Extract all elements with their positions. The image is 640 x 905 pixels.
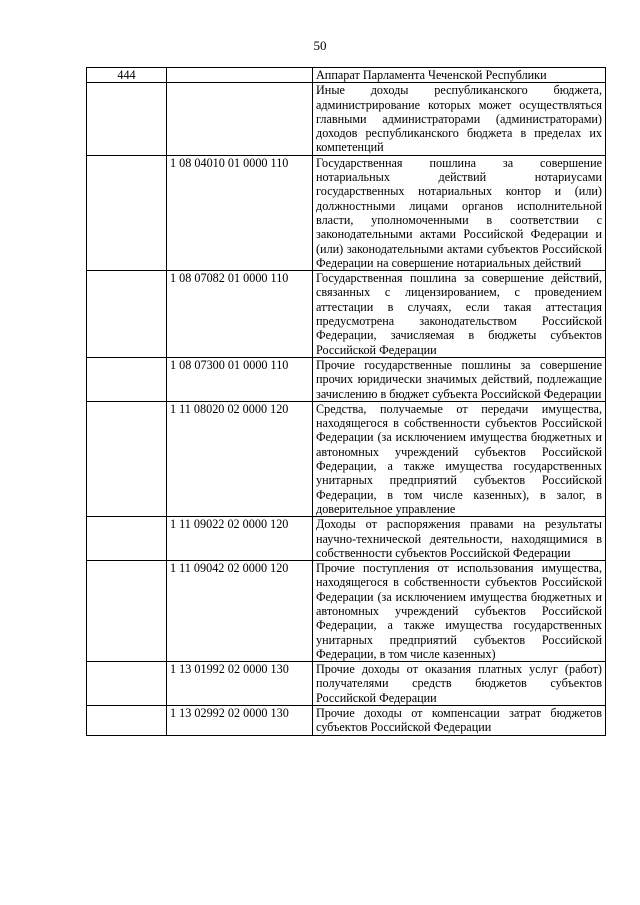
- revenue-description: Прочие доходы от компенсации затрат бюджетов субъектов Российской Федерации: [313, 706, 606, 736]
- empty-cell: [87, 271, 167, 358]
- empty-cell: [87, 401, 167, 516]
- page-number: 50: [313, 38, 327, 53]
- revenue-code: 1 11 09042 02 0000 120: [167, 561, 313, 662]
- table-row: [87, 357, 606, 401]
- table-row: [87, 561, 606, 662]
- empty-cell: [87, 706, 167, 736]
- empty-cell: [87, 155, 167, 270]
- revenue-description: Иные доходы республиканского бюджета, администрирование которых может осуществляться главными администраторами (администраторами) доходов республиканского бюджета в пределах их компетенций: [313, 83, 606, 155]
- admin-name: Аппарат Парламента Чеченской Республики: [313, 68, 606, 83]
- revenue-description: Прочие государственные пошлины за совершение прочих юридически значимых действий, подлежащие зачислению в бюджет субъекта Российской Федерации: [313, 357, 606, 401]
- revenue-code: 1 11 09022 02 0000 120: [167, 517, 313, 561]
- revenue-description: Доходы от распоряжения правами на результаты научно-технической деятельности, находящимися в собственности субъектов Российской Федерации: [313, 517, 606, 561]
- empty-cell: [87, 561, 167, 662]
- revenue-code: 1 08 04010 01 0000 110: [167, 155, 313, 270]
- empty-cell: [87, 662, 167, 706]
- table-row: [87, 706, 606, 736]
- revenue-description: Средства, получаемые от передачи имущества, находящегося в собственности субъектов Российской Федерации (за исключением имущества бюджетных и автономных учреждений субъектов Российской Федерации, а также имущества государственных унитарных предприятий субъектов Российской Федерации, в том числе казенных), в залог, в доверительное управление: [313, 401, 606, 516]
- revenue-description: Государственная пошлина за совершение нотариальных действий нотариусами государственных нотариальных контор и (или) должностными лицами органов исполнительной власти, уполномоченными в соответствии с законодательными актами Российской Федерации и (или) законодательными актами субъектов Российской Федерации на совершение нотариальных действий: [313, 155, 606, 270]
- revenue-description: Прочие доходы от оказания платных услуг (работ) получателями средств бюджетов субъектов Российской Федерации: [313, 662, 606, 706]
- revenue-code: [167, 83, 313, 155]
- table-row: [87, 271, 606, 358]
- revenue-code: 1 13 01992 02 0000 130: [167, 662, 313, 706]
- revenue-code: 1 08 07300 01 0000 110: [167, 357, 313, 401]
- revenue-description: Государственная пошлина за совершение действий, связанных с лицензированием, с проведением аттестации в случаях, если такая аттестация предусмотрена законодательством Российской Федерации, зачисляемая в бюджеты субъектов Российской Федерации: [313, 271, 606, 358]
- empty-cell: [87, 83, 167, 155]
- table-row: [87, 83, 606, 155]
- admin-code: 444: [87, 68, 167, 83]
- table-row: [87, 662, 606, 706]
- table-row: [87, 517, 606, 561]
- table-row: [87, 155, 606, 270]
- revenue-description: Прочие поступления от использования имущества, находящегося в собственности субъектов Российской Федерации (за исключением имущества бюджетных и автономных учреждений субъектов Российской Федерации, а также имущества государственных унитарных предприятий субъектов Российской Федерации, в том числе казенных): [313, 561, 606, 662]
- revenue-code: 1 08 07082 01 0000 110: [167, 271, 313, 358]
- table-row: [87, 401, 606, 516]
- revenue-table: [86, 67, 606, 736]
- table-header-row: [87, 68, 606, 83]
- revenue-code: 1 11 08020 02 0000 120: [167, 401, 313, 516]
- empty-cell: [87, 357, 167, 401]
- revenue-code: 1 13 02992 02 0000 130: [167, 706, 313, 736]
- empty-cell: [167, 68, 313, 83]
- empty-cell: [87, 517, 167, 561]
